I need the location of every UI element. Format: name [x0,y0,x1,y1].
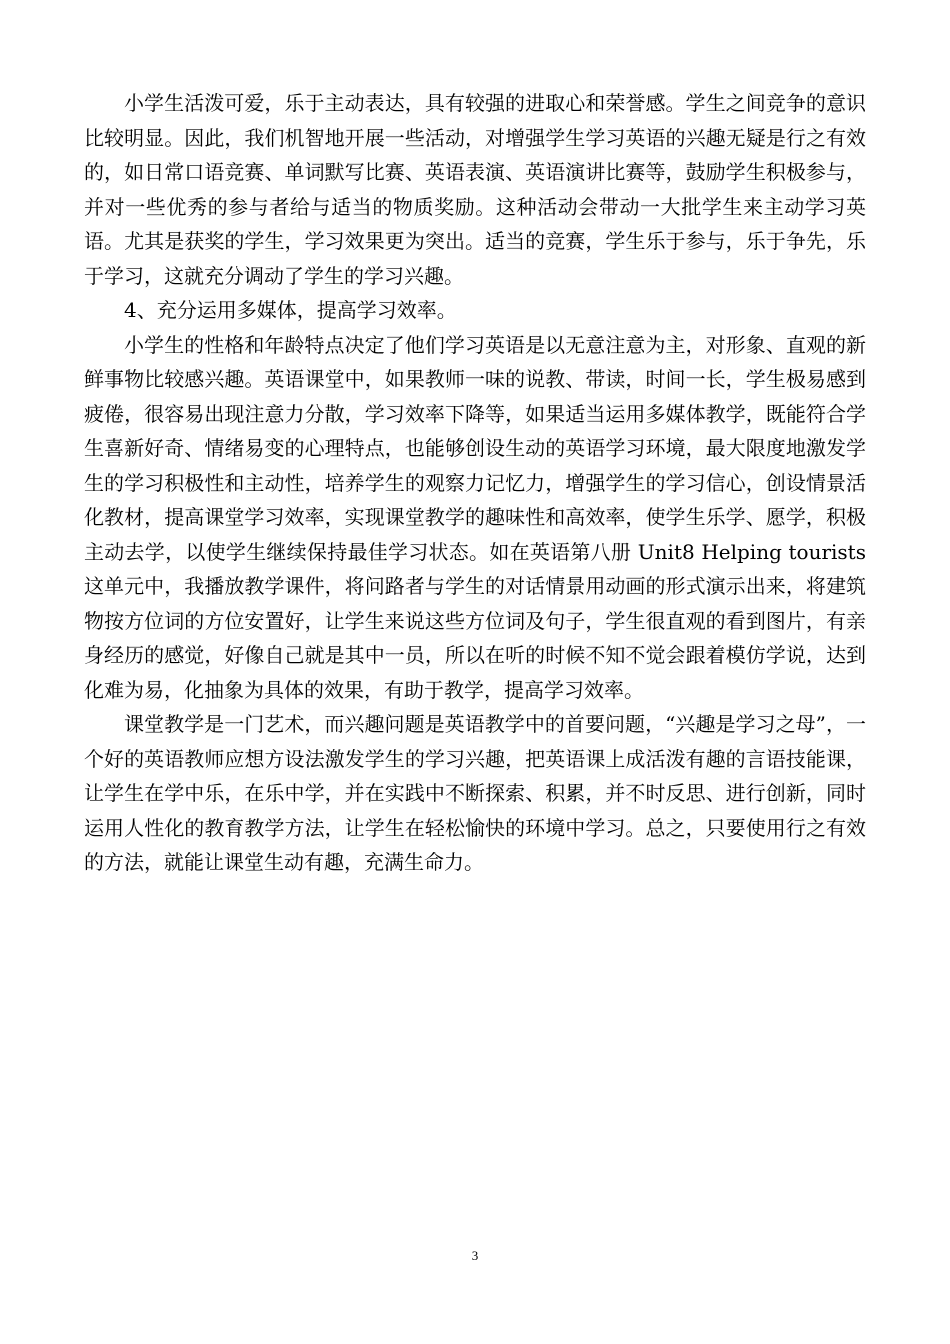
paragraph-multimedia: 小学生的性格和年龄特点决定了他们学习英语是以无意注意为主，对形象、直观的新鲜事物比较感兴趣。英语课堂中，如果教师一味的说教、带读，时间一长，学生极易感到疲倦，很容易出现注意力分散，学习效率下降等，如果适当运用多媒体教学，既能符合学生喜新好奇、情绪易变的心理特点，也能够创设生动的英语学习环境，最大限度地激发学生的学习积极性和主动性，培养学生的观察力记忆力，增强学生的学习信心，创设情景活化教材，提高课堂学习效率，实现课堂教学的趣味性和高效率，使学生乐学、愿学，积极主动去学，以使学生继续保持最佳学习状态。如在英语第八册 Unit8 Helping tourists 这单元中，我播放教学课件，将问路者与学生的对话情景用动画的形式演示出来，将建筑物按方位词的方位安置好，让学生来说这些方位词及句子，学生很直观的看到图片，有亲身经历的感觉，好像自己就是其中一员，所以在听的时候不知不觉会跟着模仿学说，达到化难为易，化抽象为具体的效果，有助于教学，提高学习效率。 [84,332,866,702]
section-heading-multimedia: 4、充分运用多媒体，提高学习效率。 [124,298,457,322]
page-number: 3 [471,1248,479,1263]
paragraph-competition: 小学生活泼可爱，乐于主动表达，具有较强的进取心和荣誉感。学生之间竞争的意识比较明显。因此，我们机智地开展一些活动，对增强学生学习英语的兴趣无疑是行之有效的，如日常口语竞赛、单词默写比赛、英语表演、英语演讲比赛等，鼓励学生积极参与，并对一些优秀的参与者给与适当的物质奖励。这种活动会带动一大批学生来主动学习英语。尤其是获奖的学生，学习效果更为突出。适当的竞赛，学生乐于参与，乐于争先，乐于学习，这就充分调动了学生的学习兴趣。 [84,91,866,288]
document-body [84,86,866,880]
paragraph-conclusion: 课堂教学是一门艺术，而兴趣问题是英语教学中的首要问题，“兴趣是学习之母”，一个好的英语教师应想方设法激发学生的学习兴趣，把英语课上成活泼有趣的言语技能课，让学生在学中乐，在乐中学，并在实践中不断探索、积累，并不时反思、进行创新，同时运用人性化的教育教学方法，让学生在轻松愉快的环境中学习。总之，只要使用行之有效的方法，就能让课堂生动有趣，充满生命力。 [84,712,866,874]
